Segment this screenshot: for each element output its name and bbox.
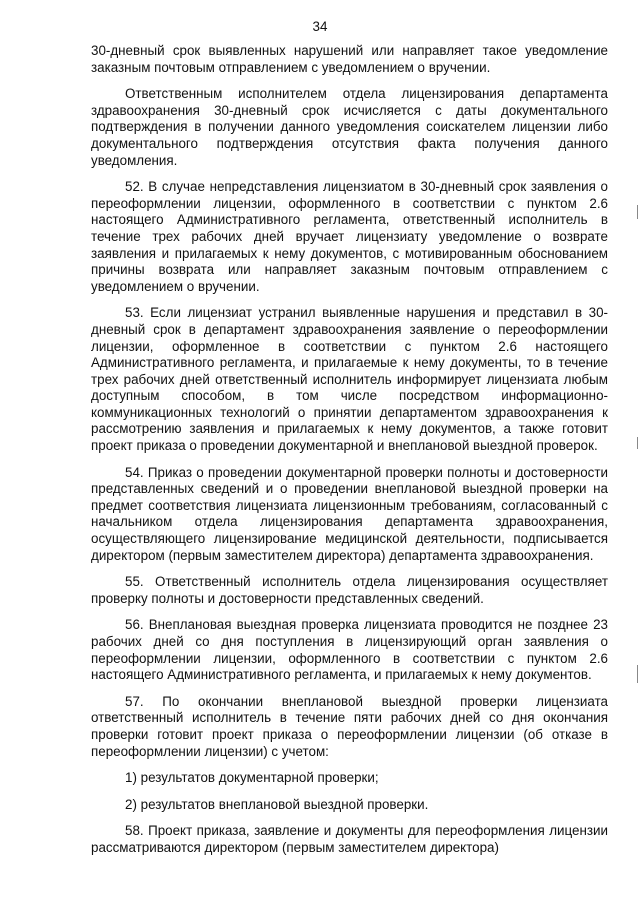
paragraph-55: 55. Ответственный исполнитель отдела лицензирования осуществляет проверку полноты и достоверности представленных сведений. bbox=[91, 574, 608, 606]
paragraph-54: 54. Приказ о проведении документарной проверки полноты и достоверности представленных сведений и о проведении внеплановой выездной проверки на предмет соответствия лицензиата лицензионным требованиям, согласованный с начальником отдела лицензирования департамента здравоохранения, осуществляющего лицензирование медицинской деятельности, подписывается директором (первым заместителем директора) департамента здравоохранения. bbox=[91, 464, 608, 563]
paragraph-52: 52. В случае непредставления лицензиатом в 30-дневный срок заявления о переоформлении лицензии, оформленного в соответствии с пунктом 2.6 настоящего Административного регламента, ответственный исполнитель в течение трех рабочих дней вручает лицензиату уведомление о возврате заявления и прилагаемых к нему документов, с мотивированным обоснованием причины возврата или направляет заказным почтовым отправлением с уведомлением о вручении. bbox=[91, 179, 608, 294]
list-item-2: 2) результатов внеплановой выездной проверки. bbox=[125, 796, 429, 812]
document-body bbox=[91, 43, 608, 867]
scan-edge-mark bbox=[637, 437, 638, 449]
list-item-1: 1) результатов документарной проверки; bbox=[125, 770, 379, 786]
page-number: 34 bbox=[312, 19, 328, 34]
paragraph-53: 53. Если лицензиат устранил выявленные нарушения и представил в 30-дневный срок в департамент здравоохранения заявление о переоформлении лицензии, оформленное в соответствии с пунктом 2.6 настоящего Административного регламента, и прилагаемые к нему документы, то в течение трех рабочих дней ответственный исполнитель информирует лицензиата любым доступным способом, в том числе посредством информационно-коммуникационных технологий о принятии департаментом здравоохранения к рассмотрению заявления и прилагаемых к нему документов, а также готовит проект приказа о проведении документарной и внеплановой выездной проверок. bbox=[91, 305, 608, 454]
paragraph-continuation: 30-дневный срок выявленных нарушений или направляет такое уведомление заказным почтовым отправлением с уведомлением о вручении. bbox=[91, 43, 608, 75]
paragraph-57: 57. По окончании внеплановой выездной проверки лицензиата ответственный исполнитель в течение пяти рабочих дней со дня окончания проверки готовит проект приказа о переоформлении лицензии (об отказе в переоформлении лицензии) с учетом: bbox=[91, 693, 608, 759]
scan-edge-mark bbox=[637, 665, 638, 683]
paragraph-56: 56. Внеплановая выездная проверка лицензиата проводится не позднее 23 рабочих дней со дня поступления в лицензирующий орган заявления о переоформлении лицензии, оформленного в соответствии с пунктом 2.6 настоящего Административного регламента, и прилагаемых к нему документов. bbox=[91, 617, 608, 683]
paragraph-58: 58. Проект приказа, заявление и документы для переоформления лицензии рассматриваются директором (первым заместителем директора) bbox=[91, 823, 608, 855]
scan-edge-mark bbox=[637, 205, 638, 219]
paragraph-deadline-calculation: Ответственным исполнителем отдела лицензирования департамента здравоохранения 30-дневный срок исчисляется с даты документального подтверждения в получении данного уведомления соискателем лицензии либо документального подтверждения отсутствия факта получения данного уведомления. bbox=[91, 86, 608, 168]
